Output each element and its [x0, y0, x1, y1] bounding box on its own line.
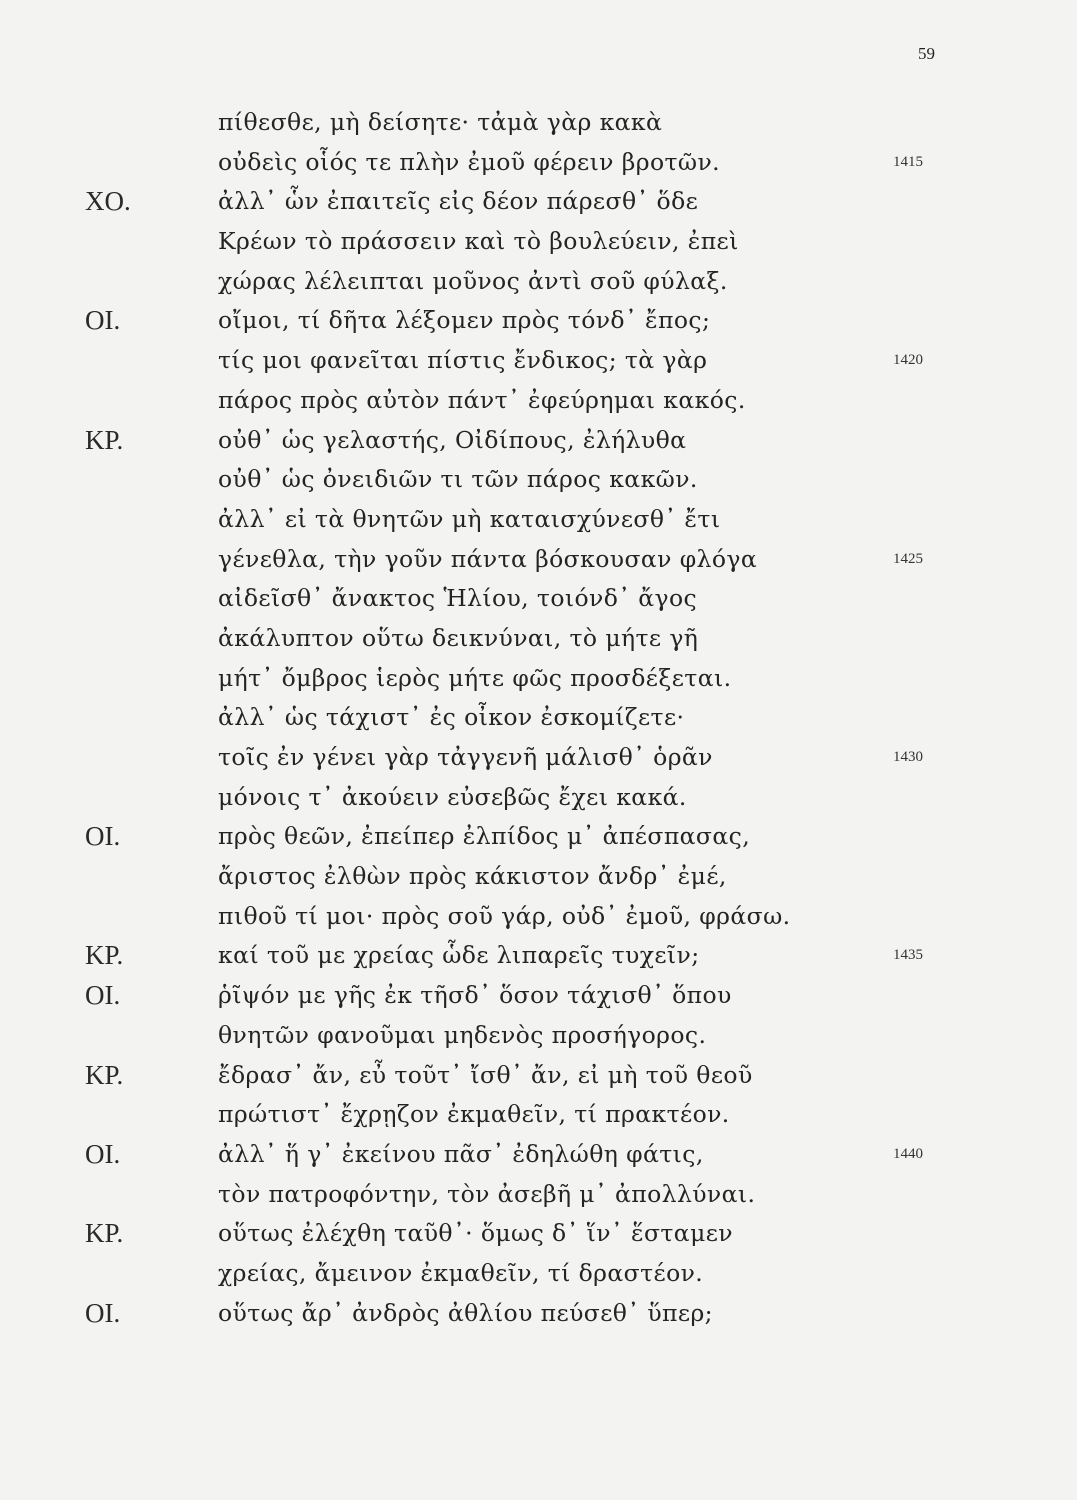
- verse-text: ἔδρασ᾽ ἄν, εὖ τοῦτ᾽ ἴσθ᾽ ἄν, εἰ μὴ τοῦ θεοῦ: [218, 1060, 753, 1089]
- verse-text: ῥῖψόν με γῆς ἐκ τῆσδ᾽ ὅσον τάχισθ᾽ ὅπου: [218, 981, 732, 1010]
- verse-text: τὸν πατροφόντην, τὸν ἀσεβῆ μ᾽ ἀπολλύναι.: [218, 1179, 756, 1208]
- verse-text: ἀκάλυπτον οὕτω δεικνύναι, τὸ μήτε γῆ: [218, 623, 699, 652]
- verse-line: [0, 659, 1077, 699]
- line-number: 1415: [893, 153, 923, 170]
- verse-line: [0, 1056, 1077, 1096]
- verse-line: [0, 897, 1077, 937]
- verse-line: [0, 817, 1077, 857]
- speaker-label: ΚΡ.: [85, 940, 124, 971]
- speaker-label: ΚΡ.: [85, 1218, 124, 1249]
- verse-text: Κρέων τὸ πράσσειν καὶ τὸ βουλεύειν, ἐπεὶ: [218, 227, 739, 256]
- verse-line: [0, 1294, 1077, 1334]
- verse-line: [0, 262, 1077, 302]
- verse-line: [0, 857, 1077, 897]
- verse-line: [0, 1175, 1077, 1215]
- verse-line: [0, 460, 1077, 500]
- verse-line: [0, 421, 1077, 461]
- line-number: 1425: [893, 550, 923, 567]
- verse-text: γένεθλα, τὴν γοῦν πάντα βόσκουσαν φλόγα: [218, 544, 758, 573]
- verse-text: καί τοῦ με χρείας ὧδε λιπαρεῖς τυχεῖν;: [218, 941, 700, 970]
- line-number: 1435: [893, 947, 923, 964]
- verse-text: χώρας λέλειπται μοῦνος ἀντὶ σοῦ φύλαξ.: [218, 266, 728, 295]
- verse-text: ἀλλ᾽ εἰ τὰ θνητῶν μὴ καταισχύνεσθ᾽ ἔτι: [218, 504, 721, 533]
- verse-text: θνητῶν φανοῦμαι μηδενὸς προσήγορος.: [218, 1020, 707, 1049]
- verse-line: [0, 1095, 1077, 1135]
- verse-text: πρὸς θεῶν, ἐπείπερ ἐλπίδος μ᾽ ἀπέσπασας,: [218, 822, 751, 851]
- verse-line: [0, 619, 1077, 659]
- verse-line: [0, 143, 1077, 183]
- verse-text: οὐδεὶς οἷός τε πλὴν ἐμοῦ φέρειν βροτῶν.: [218, 147, 721, 176]
- verse-text: μήτ᾽ ὄμβρος ἱερὸς μήτε φῶς προσδέξεται.: [218, 663, 732, 692]
- verse-line: [0, 540, 1077, 580]
- verse-line: [0, 301, 1077, 341]
- verse-text: τίς μοι φανεῖται πίστις ἔνδικος; τὰ γὰρ: [218, 346, 708, 375]
- speaker-label: ΚΡ.: [85, 1059, 124, 1090]
- verse-line: [0, 1254, 1077, 1294]
- verse-text: οὐθ᾽ ὡς γελαστής, Οἰδίπους, ἐλήλυθα: [218, 425, 687, 454]
- verse-text: αἰδεῖσθ᾽ ἄνακτος Ἡλίου, τοιόνδ᾽ ἄγος: [218, 584, 698, 613]
- verse-text: πίθεσθε, μὴ δείσητε· τἀμὰ γὰρ κακὰ: [218, 108, 663, 136]
- verse-text: ἀλλ᾽ ὡς τάχιστ᾽ ἐς οἶκον ἐσκομίζετε·: [218, 703, 685, 732]
- verse-line: [0, 698, 1077, 738]
- verse-line: [0, 579, 1077, 619]
- line-number: 1440: [893, 1145, 923, 1162]
- verse-line: [0, 778, 1077, 818]
- verse-line: [0, 976, 1077, 1016]
- verse-line: [0, 936, 1077, 976]
- verse-line: [0, 341, 1077, 381]
- speaker-label: ΟΙ.: [85, 1297, 121, 1328]
- verse-text: μόνοις τ᾽ ἀκούειν εὐσεβῶς ἔχει κακά.: [218, 782, 687, 811]
- verse-text: ἀλλ᾽ ὧν ἐπαιτεῖς εἰς δέον πάρεσθ᾽ ὅδε: [218, 187, 699, 216]
- verse-text: οὕτως ἄρ᾽ ἀνδρὸς ἀθλίου πεύσεθ᾽ ὕπερ;: [218, 1298, 713, 1327]
- page-number: 59: [918, 44, 935, 63]
- verse-text: οὕτως ἐλέχθη ταῦθ᾽· ὅμως δ᾽ ἵν᾽ ἕσταμεν: [218, 1219, 733, 1248]
- verse-line: [0, 1214, 1077, 1254]
- verse-block: [0, 103, 1077, 1333]
- verse-text: οὐθ᾽ ὡς ὀνειδιῶν τι τῶν πάρος κακῶν.: [218, 465, 698, 494]
- speaker-label: ΟΙ.: [85, 305, 121, 336]
- verse-text: ἀλλ᾽ ἥ γ᾽ ἐκείνου πᾶσ᾽ ἐδηλώθη φάτις,: [218, 1139, 704, 1168]
- verse-text: οἴμοι, τί δῆτα λέξομεν πρὸς τόνδ᾽ ἔπος;: [218, 306, 711, 335]
- verse-text: τοῖς ἐν γένει γὰρ τἀγγενῆ μάλισθ᾽ ὁρᾶν: [218, 743, 713, 771]
- verse-text: χρείας, ἄμεινον ἐκμαθεῖν, τί δραστέον.: [218, 1258, 704, 1287]
- speaker-label: ΚΡ.: [85, 424, 124, 455]
- speaker-label: ΟΙ.: [85, 980, 121, 1011]
- verse-text: πιθοῦ τί μοι· πρὸς σοῦ γάρ, οὐδ᾽ ἐμοῦ, φράσω.: [218, 901, 791, 930]
- verse-line: [0, 381, 1077, 421]
- verse-text: πάρος πρὸς αὐτὸν πάντ᾽ ἐφεύρημαι κακός.: [218, 385, 746, 414]
- verse-line: [0, 738, 1077, 778]
- verse-line: [0, 1016, 1077, 1056]
- verse-line: [0, 103, 1077, 143]
- verse-text: πρώτιστ᾽ ἔχρῃζον ἐκμαθεῖν, τί πρακτέον.: [218, 1100, 730, 1129]
- line-number: 1430: [893, 749, 923, 765]
- verse-line: [0, 182, 1077, 222]
- verse-text: ἄριστος ἐλθὼν πρὸς κάκιστον ἄνδρ᾽ ἐμέ,: [218, 862, 727, 891]
- verse-line: [0, 1135, 1077, 1175]
- speaker-label: ΟΙ.: [85, 1138, 121, 1169]
- verse-line: [0, 222, 1077, 262]
- speaker-label: ΟΙ.: [85, 821, 121, 852]
- speaker-label: ΧΟ.: [85, 186, 131, 217]
- line-number: 1420: [893, 352, 923, 369]
- verse-line: [0, 500, 1077, 540]
